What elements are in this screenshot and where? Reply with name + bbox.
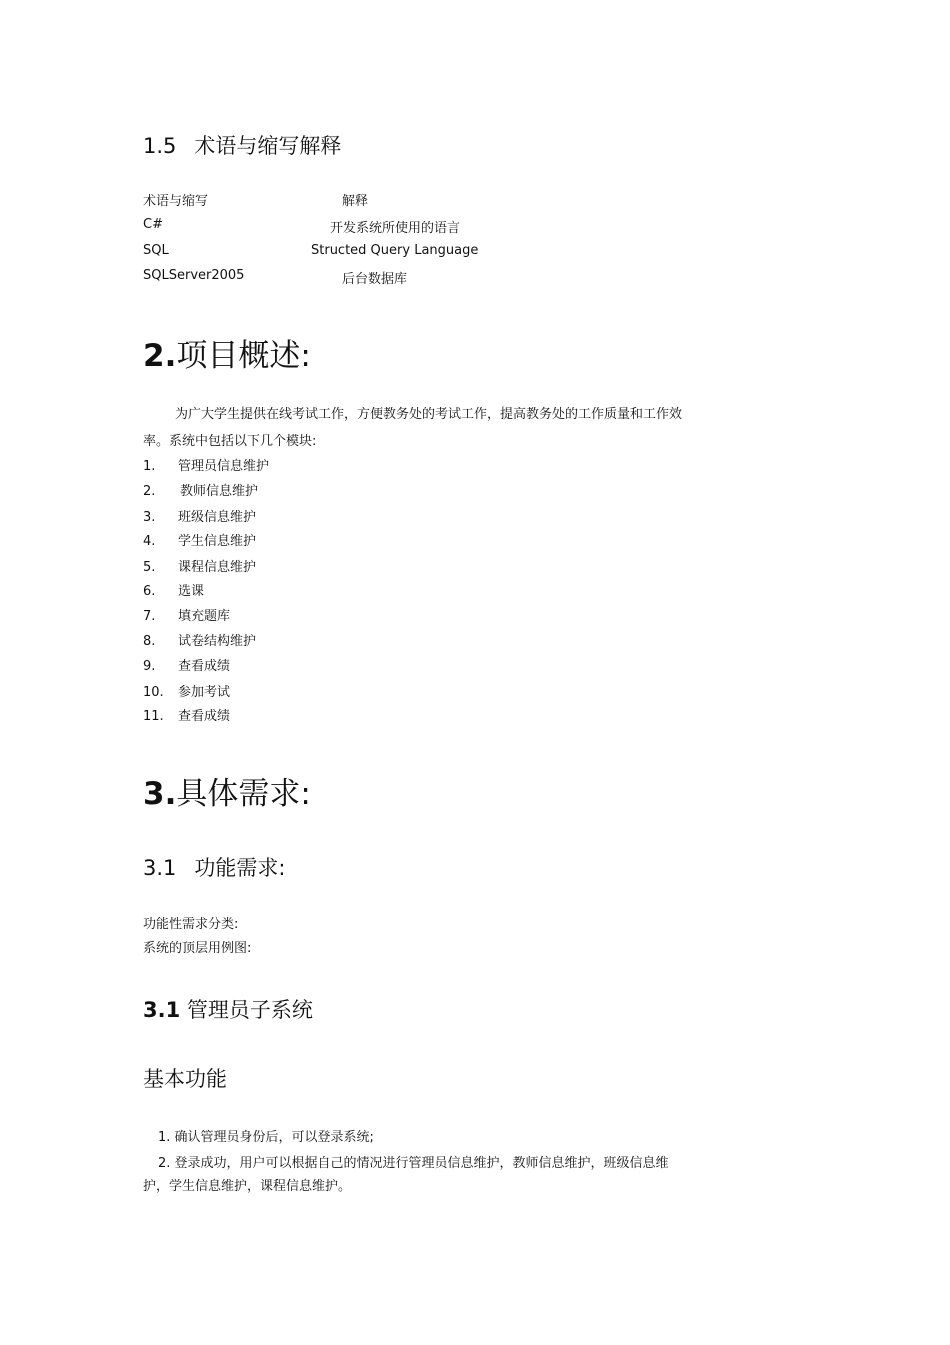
table-row-explanation: Structed Query Language bbox=[311, 243, 479, 258]
basic-function-item-2: 2. 登录成功，用户可以根据自己的情况进行管理员信息维护，教师信息维护，班级信息维 bbox=[158, 1156, 669, 1171]
list-item: 7. 填充题库 bbox=[143, 609, 231, 624]
section-3-1-heading bbox=[143, 852, 285, 882]
table-row-explanation: 开发系统所使用的语言 bbox=[330, 221, 461, 236]
intro-line-2: 率。系统中包括以下几个模块: bbox=[143, 434, 317, 449]
table-row-term: SQL bbox=[143, 243, 169, 258]
section-number: 3.1 bbox=[143, 998, 181, 1022]
admin-subsystem-heading bbox=[143, 994, 313, 1024]
functional-requirements-line: 功能性需求分类: bbox=[143, 917, 239, 932]
basic-functions-heading: 基本功能 bbox=[143, 1067, 227, 1091]
section-number: 3.1 bbox=[143, 856, 177, 880]
list-item: 10. 参加考试 bbox=[143, 685, 231, 700]
section-title: 项目概述: bbox=[176, 338, 311, 374]
list-item: 9. 查看成绩 bbox=[143, 659, 231, 674]
intro-line-1: 为广大学生提供在线考试工作，方便教务处的考试工作，提高教务处的工作质量和工作效 bbox=[175, 407, 683, 422]
section-number: 2. bbox=[143, 338, 177, 374]
section-3-heading bbox=[143, 768, 311, 813]
section-number: 3. bbox=[143, 776, 177, 812]
table-header-term: 术语与缩写 bbox=[143, 194, 209, 209]
list-item: 3. 班级信息维护 bbox=[143, 510, 257, 525]
table-header-explanation: 解释 bbox=[342, 194, 369, 209]
list-item: 4. 学生信息维护 bbox=[143, 534, 257, 549]
section-title: 功能需求: bbox=[194, 856, 286, 880]
table-row-explanation: 后台数据库 bbox=[342, 272, 408, 287]
list-item: 8. 试卷结构维护 bbox=[143, 634, 257, 649]
list-item: 5. 课程信息维护 bbox=[143, 560, 257, 575]
section-title: 管理员子系统 bbox=[186, 998, 313, 1022]
section-1-5-heading bbox=[143, 130, 341, 160]
section-number: 1.5 bbox=[143, 134, 177, 158]
list-item: 11. 查看成绩 bbox=[143, 709, 231, 724]
list-item: 2. 教师信息维护 bbox=[143, 484, 259, 499]
section-title: 术语与缩写解释 bbox=[194, 134, 342, 158]
table-row-term: SQLServer2005 bbox=[143, 268, 245, 283]
list-item: 6. 选课 bbox=[143, 584, 205, 599]
use-case-diagram-line: 系统的顶层用例图: bbox=[143, 941, 252, 956]
basic-function-item-1: 1. 确认管理员身份后，可以登录系统; bbox=[158, 1130, 374, 1145]
section-2-heading bbox=[143, 330, 311, 375]
section-title: 具体需求: bbox=[176, 776, 311, 812]
basic-function-item-2-cont: 护，学生信息维护，课程信息维护。 bbox=[143, 1179, 352, 1194]
list-item: 1. 管理员信息维护 bbox=[143, 459, 270, 474]
table-row-term: C# bbox=[143, 217, 163, 232]
